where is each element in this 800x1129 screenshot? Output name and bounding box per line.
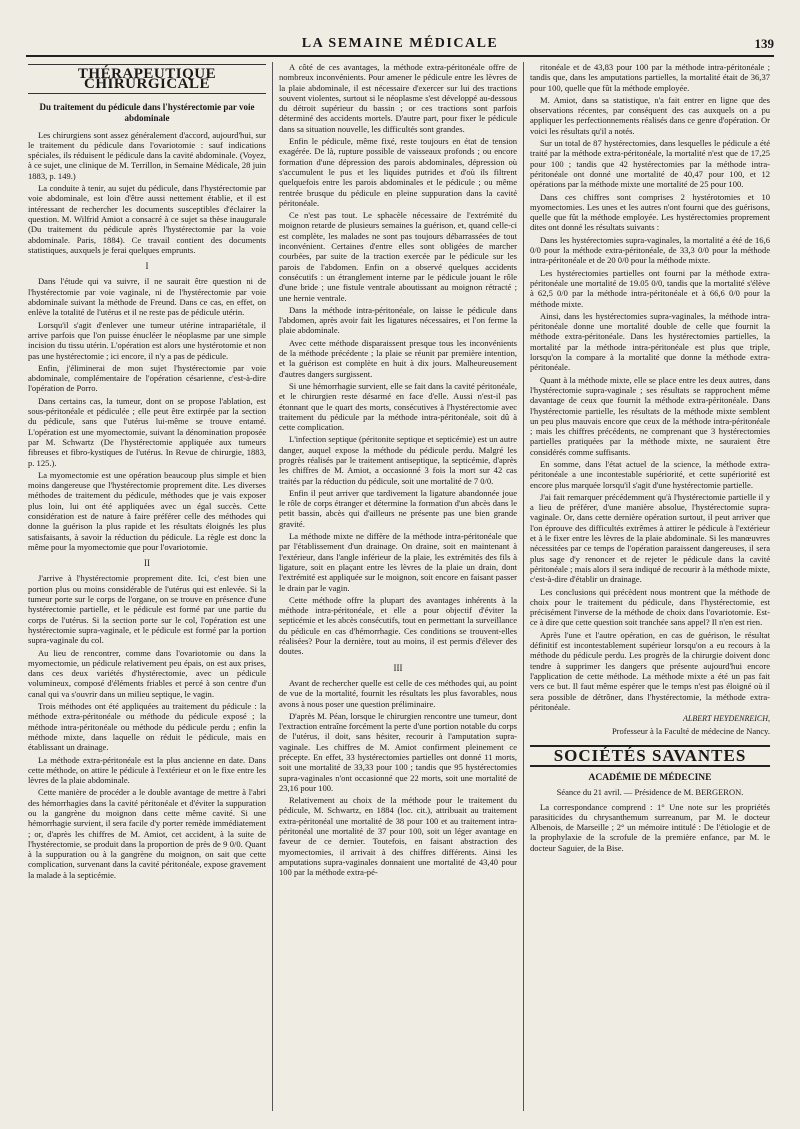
paragraph: Relativement au choix de la méthode pour le traitement du pédicule, M. Schwartz, en 1884 (loc. cit.), attribuait au traitement extra-péritonéal une mortalité de 38 pour 100 et au traitement intra-péritonéal une mortalité de 37 pour 100, soit un léger avantage en faveur de ce dernier. Toutefois, en faisant abstraction des myomectomies, il arrivait à des chiffres différents. Ainsi les amputations supra-vaginales donnaient une mortalité de 43,40 pour 100 par la méthode extra-pé- <box>279 795 517 878</box>
column-3 <box>530 62 770 1111</box>
paragraph: Dans la méthode intra-péritonéale, on laisse le pédicule dans l'abdomen, après avoir fait les ligatures nécessaires, et l'on ferme la plaie abdominale. <box>279 304 517 336</box>
session-line: Séance du 21 avril. — Présidence de M. BERGERON. <box>556 787 744 798</box>
paragraph: La méthode mixte ne diffère de la méthode intra-péritonéale que par l'établissement d'un drainage. On draine, soit en maintenant à l'extérieur, dans l'angle inférieur de la plaie, les extrémités des fils à ligature, soit en plaçant entre les lèvres de la plaie un drain, dont l'extrémité est appliquée sur le moignon, soit encore en faisant passer le drain par le vagin. <box>279 531 517 593</box>
paragraph: La myomectomie est une opération beaucoup plus simple et bien moins dangereuse que l'hystérectomie proprement dite. Les diverses méthodes de traitement du pédicule, méthodes que je vais exposer plus loin, lui ont été appliquées avec un égal succès. Cette considération est de nature à faire préférer celle des méthodes qui donne la guérison la plus rapide et les résultats éloignés les plus satisfaisants, à savoir la réduction du pédicule. La règle est donc la même pour la myomectomie que pour l'ovariotomie. <box>28 469 266 552</box>
author-signature: ALBERT HEYDENREICH, <box>683 714 770 724</box>
paragraph: Enfin, j'éliminerai de mon sujet l'hystérectomie par voie abdominale, complémentaire de l'opération césarienne, c'est-à-dire l'opération de Porro. <box>28 362 266 394</box>
paragraph: Ainsi, dans les hystérectomies supra-vaginales, la méthode intra-péritonéale donne une mortalité double de celle que fournit la méthode extra-péritonéale. Dans les hystérectomies partielles, la mortalité par la méthode intra-péritonéale est plus que triple, lorsqu'on la compare à la mortalité que donne la méthode extra-péritonéale. <box>530 310 770 373</box>
page-number: 139 <box>754 36 774 51</box>
column-divider <box>523 62 524 1111</box>
paragraph: Les hystérectomies partielles ont fourni par la méthode extra-péritonéale une mortalité de 19.05 0/0, tandis que la mortalité s'élève à 62,5 0/0 par la méthode intra-péritonéale et à 66,6 0/0 pour la méthode mixte. <box>530 267 770 309</box>
paragraph: ritonéale et de 43,83 pour 100 par la méthode intra-péritonéale ; tandis que, dans les amputations partielles, la mortalité était de 36,37 pour 100, quelle que fût la méthode employée. <box>530 62 770 93</box>
paragraph: Avec cette méthode disparaissent presque tous les inconvénients de la méthode précédente ; la plaie se réunit par première intention, et la guérison est complète en huit à dix jours. Malheureusement d'autres dangers surgissent. <box>279 337 517 379</box>
column-divider <box>272 62 273 1111</box>
paragraph: Enfin le pédicule, même fixé, reste toujours en état de tension exagérée. De là, rupture possible de vaisseaux profonds ; ou encore formation d'une dépression des parois abdominales, dépression où s'accumulent le pus et les liquides putrides et d'où ils filtrent quelquefois entre les parois abdominales et le pédicule ; ou même rentrée brusque du pédicule en pleine suppuration dans la cavité péritonéale. <box>279 136 517 208</box>
paragraph: Si une hémorrhagie survient, elle se fait dans la cavité péritonéale, et le chirurgien reste désarmé en face d'elle. Aussi n'est-il pas étonnant que le quart des morts, consécutives à l'hystérectomie avec traitement du pédicule par la méthode intra-péritonéale, soit dû à cette complication. <box>279 380 517 433</box>
paragraph: D'après M. Péan, lorsque le chirurgien rencontre une tumeur, dont l'extraction entraîne forcément la perte d'une portion notable du corps de l'utérus, il doit, sans hésiter, recourir à l'amputation supra-vaginale. Les chiffres de M. Amiot confirment pleinement ce précepte. En effet, 33 hystérectomies partielles ont donné 11 morts, soit une mortalité de 33,33 pour 100 ; tandis que 95 hystérectomies supra-vaginales n'ont occasionné que 22 morts, soit une mortalité de 23,16 pour 100. <box>279 710 517 793</box>
paragraph: Trois méthodes ont été appliquées au traitement du pédicule : la méthode extra-péritonéale ou méthode du pédicule exposé ; la méthode intra-péritonéale ou méthode du pédicule perdu ; enfin la méthode mixte, dans laquelle on réduit le pédicule, mais en établissant un drainage. <box>28 701 266 753</box>
paragraph: Dans certains cas, la tumeur, dont on se propose l'ablation, est sous-péritonéale et pédiculée ; elle peut être extirpée par la section du pédicule, sans que l'utérus lui-même se trouve entamé. L'opération est une myomectomie, suivant la dénomination proposée par M. Schwartz (De l'hystérectomie appliquée aux tumeurs fibreuses et fibro-kystiques de l'utérus. In Revue de chirurgie, 1883, p. 125.). <box>28 395 266 468</box>
paragraph: Quant à la méthode mixte, elle se place entre les deux autres, dans l'hystérectomie supra-vaginale ; ses résultats se rapprochent même davantage de ceux que fournit la méthode extra-péritonéale. Dans l'hystérectomie partielle, les résultats de la méthode mixte semblent un peu plus mauvais encore que ceux de la méthode intra-péritonéale ; mais les chiffres précédents, ne comprenant que 3 hystérectomies partielles pratiquées par la méthode mixte, ne sauraient être considérés comme suffisants. <box>530 374 770 457</box>
paragraph: En somme, dans l'état actuel de la science, la méthode extra-péritonéale a une incontestable supériorité, et cette supériorité est encore plus marquée lorsqu'il s'agit d'une hystérectomie partielle. <box>530 458 770 490</box>
paragraph: Enfin il peut arriver que tardivement la ligature abandonnée joue le rôle de corps étranger et détermine la formation d'un abcès dans le petit bassin, abcès qui d'ailleurs ne présente pas une bien grande gravité. <box>279 487 517 529</box>
paragraph: Avant de rechercher quelle est celle de ces méthodes qui, au point de vue de la mortalité, fournit les résultats les plus favorables, nous avons à nous poser une question préliminaire. <box>279 677 517 709</box>
paragraph: A côté de ces avantages, la méthode extra-péritonéale offre de nombreux inconvénients. Pour amener le pédicule entre les lèvres de la plaie abdominale, il est nécessaire d'exercer sur lui des tractions souvent violentes, surtout si le néoplasme s'est développé au-dessous du détroit supérieur du bassin ; or ces tractions sont parfois déterminé des accidents mortels. D'autre part, pour fixer le pédicule dans sa situation nouvelle, les difficultés sont grandes. <box>279 62 517 134</box>
page-header <box>26 36 774 54</box>
paragraph: Les chirurgiens sont assez généralement d'accord, aujourd'hui, sur le traitement du pédicule dans l'ovariotomie : sauf indications spéciales, ils réduisent le pédicule dans la cavité abdominale. (Voyez, à ce sujet, une clinique de M. Terrillon, in Semaine Médicale, 28 juin 1883, p. 149.) <box>28 129 266 181</box>
paragraph: J'ai fait remarquer précédemment qu'à l'hystérectomie partielle il y a lieu de préférer, d'une manière absolue, l'hystérectomie supra-vaginale. Or, dans cette dernière opération surtout, il peut arriver que l'on éprouve des difficultés extrêmes à attirer le pédicule à l'extérieur et à le fixer entre les lèvres de la plaie abdominale. Si les manœuvres nécessitées par ce temps de l'opération paraissent dangereuses, il sera plus sage d'y renoncer et de rejeter le pédicule dans la cavité péritonéale ; mais alors il sera indiqué de recourir à la méthode mixte, c'est-à-dire d'établir un drainage. <box>530 491 770 585</box>
section-number: III <box>393 662 403 673</box>
paragraph: Lorsqu'il s'agit d'enlever une tumeur utérine intrapariétale, il arrive parfois que l'on puisse énucléer le néoplasme par une simple incision du tissu utérin. L'opération est alors une hystérotomie et non pas une hystérectomie ; ici encore, il n'y a pas de pédicule. <box>28 319 266 361</box>
article-title: Du traitement du pédicule dans l'hystérectomie par voie abdominale <box>39 101 255 123</box>
paragraph: La conduite à tenir, au sujet du pédicule, dans l'hystérectomie par voie abdominale, est loin d'être aussi nettement établie, et il est intéressant de rechercher les documents susceptibles d'éclairer la question. M. Wilfrid Amiot a consacré à ce sujet sa thèse inaugurale (Du traitement du pédicule après l'hystérectomie par la voie abdominale. Paris, 1884). Ce travail contient des documents statistiques, auxquels je ferai quelques emprunts. <box>28 183 266 255</box>
author-affiliation: Professeur à la Faculté de médecine de Nancy. <box>611 726 770 737</box>
column-1 <box>28 62 266 1111</box>
paragraph: Dans ces chiffres sont comprises 2 hystérotomies et 10 myomectomies. Les unes et les autres n'ont fourni que des guérisons, quelle que fût la méthode employée. Les hystérectomies proprement dites ont donné les résultats suivants : <box>530 191 770 233</box>
paragraph: Cette méthode offre la plupart des avantages inhérents à la méthode intra-péritonéale, et elle a pour objectif d'éviter la septicémie et les abcès consécutifs, tout en permettant la surveillance du pédicule en cas d'hémorrhagie. Ces conditions se trouvent-elles réalisées? Pour la dernière, tout au moins, il est permis d'élever des doutes. <box>279 594 517 657</box>
section-title: SOCIÉTÉS SAVANTES <box>530 745 770 767</box>
paragraph: Les conclusions qui précèdent nous montrent que la méthode de choix pour le traitement du pédicule, dans l'hystérectomie, est précisément l'inverse de la méthode de choix dans l'ovariotomie. Est-ce à dire que cette question soit tranchée sans appel? Il n'en est rien. <box>530 586 770 628</box>
header-rule <box>26 55 774 57</box>
paragraph: Sur un total de 87 hystérectomies, dans lesquelles le pédicule a été traité par la méthode extra-péritonéale, la mortalité n'est que de 17,25 pour 100 ; tandis que 42 hystérectomies par la méthode intra-péritonéale ont donné une mortalité de 40,47 pour 100, et 12 opérations par la méthode mixte une mortalité de 25 pour 100. <box>530 138 770 190</box>
paragraph: L'infection septique (péritonite septique et septicémie) est un autre danger, auquel expose la méthode du pédicule perdu. Malgré les progrès réalisés par le traitement antiseptique, la septicémie, d'après les chiffres de M. Amiot, a occasionné 3 fois la mort sur 42 cas traités par la réduction du pédicule, soit une mortalité de 7 0/0. <box>279 434 517 486</box>
paragraph: M. Amiot, dans sa statistique, n'a fait entrer en ligne que des observations récentes, par conséquent des cas auxquels on a pu appliquer les perfectionnements réalisés dans ce genre d'opération. Or voici les résultats qu'il a notés. <box>530 94 770 136</box>
subsection-title: ACADÉMIE DE MÉDECINE <box>588 773 712 783</box>
paragraph: Au lieu de rencontrer, comme dans l'ovariotomie ou dans la myomectomie, un pédicule relativement peu épais, on est aux prises, dans ces deux variétés d'hystérectomie, avec un pédicule volumineux, composé d'éléments friables et percé à son centre d'un canal qui va s'ouvrir dans un milieu septique, le vagin. <box>28 647 266 699</box>
paragraph: J'arrive à l'hystérectomie proprement dite. Ici, c'est bien une portion plus ou moins considérable de l'utérus qui est enlevée. Si la tumeur porte sur le corps de l'organe, on se trouve en présence d'une hystérectomie partielle, et le pédicule est formé par une partie du corps de l'utérus. Si la section porte sur le col, l'opération est une hystérectomie supra-vaginale, et le pédicule est formé par la portion supra-vaginale du col. <box>28 573 266 646</box>
paragraph: Dans les hystérectomies supra-vaginales, la mortalité a été de 16,6 0/0 pour la méthode extra-péritonéale, de 33,3 0/0 pour la méthode intra-péritonéale et de 20 0/0 pour la méthode mixte. <box>530 234 770 266</box>
paragraph: La correspondance comprend : 1° Une note sur les propriétés parasiticides du chrysanthemum surreanum, par M. le docteur Albenois, de Marseille ; 2° un mémoire intitulé : De l'étiologie et de la prophylaxie de la scrofule de la première enfance, par M. le docteur Saguier, de la Bise. <box>530 801 770 853</box>
section-title: THÉRAPEUTIQUE CHIRURGICALE <box>28 64 266 94</box>
paragraph: Après l'une et l'autre opération, en cas de guérison, le résultat définitif est incontestablement supérieur lorsqu'on a eu recours à la méthode du pédicule perdu. Les progrès de la chirurgie doivent donc tendre à supprimer les dangers que présente aujourd'hui encore l'application de cette méthode. La méthode mixte a été un pas fait vers ce but. Il faut même espérer que le temps n'est pas éloigné où il sera possible de détrôner, dans l'hystérectomie, la méthode extra-péritonéale. <box>530 629 770 712</box>
section-number: I <box>145 261 149 272</box>
journal-title: LA SEMAINE MÉDICALE <box>301 36 499 51</box>
paragraph: La méthode extra-péritonéale est la plus ancienne en date. Dans cette méthode, on attire le pédicule à l'extérieur et on le fixe entre les lèvres de la plaie abdominale. <box>28 754 266 786</box>
paragraph: Cette manière de procéder a le double avantage de mettre à l'abri des hémorrhagies dans la cavité péritonéale et d'éviter la suppuration ou la gangrène du moignon dans cette même cavité. Si une hémorrhagie survient, il sera facile d'y porter remède immédiatement ; or, d'après les chiffres de M. Amiot, cet accident, à la suite de l'hystérectomie, se produit dans la proportion de près de 9 0/0. Quant à la suppuration ou à la gangrène du moignon, on sait que cette complication, survenant dans la cavité péritonéale, expose gravement la malade à la septicémie. <box>28 787 266 880</box>
paragraph: Ce n'est pas tout. Le sphacèle nécessaire de l'extrémité du moignon retarde de plusieurs semaines la guérison, et, quand celle-ci est complète, les malades ne sont pas toujours débarrassées de tout inconvénient. Certaines d'entre elles sont obligées de marcher courbées, par suite de la traction exercée par le pédicule sur les parois de l'abdomen. Enfin on a observé quelques accidents consécutifs : un étranglement interne par le pédicule jouant le rôle d'une bride ; une fistule ventrale aboutissant au moignon rétracté ; une hernie ventrale. <box>279 210 517 303</box>
paragraph: Dans l'étude qui va suivre, il ne saurait être question ni de l'hystérectomie par voie vaginale, ni de l'hystérectomie par voie abdominale suivant la méthode de Freund. Dans ce cas, en effet, on enlève la totalité de l'utérus et il ne reste pas de pédicule utérin. <box>28 276 266 318</box>
section-number: II <box>144 558 150 569</box>
column-2 <box>279 62 517 1111</box>
